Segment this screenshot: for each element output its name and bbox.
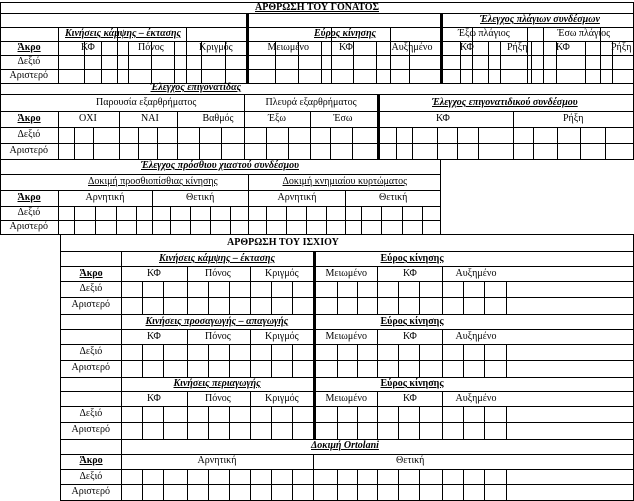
grid-line [463, 281, 464, 315]
grid-line [199, 127, 200, 160]
knee-range-header: Εύρος κίνησης [314, 28, 377, 39]
grid-line [208, 344, 209, 378]
thick-separator [313, 376, 316, 440]
grid-line [531, 41, 532, 84]
hip-range-header: Εύρος κίνησης [380, 378, 444, 389]
grid-line [585, 41, 586, 84]
grid-line [288, 127, 289, 160]
patella-col-header: Βαθμός [202, 113, 234, 124]
acl-limb-label: Άκρο [17, 192, 41, 203]
acl-drawer-header: Δοκιμή προσθιοπίσθιας κίνησης [88, 176, 218, 187]
ortolani-col-header: Θετική [396, 455, 425, 466]
grid-line [60, 454, 634, 455]
patella-col-header: ΝΑΙ [141, 113, 159, 124]
grid-line [0, 83, 1, 160]
grid-line [157, 127, 158, 160]
knee-bottom-border [0, 83, 634, 84]
grid-line [357, 469, 358, 501]
acl-col-header: Θετική [186, 192, 215, 203]
grid-line [229, 281, 230, 315]
knee-col-header: ΚΦ [556, 42, 570, 53]
grid-line [357, 281, 358, 315]
grid-line [463, 406, 464, 440]
grid-line [0, 174, 441, 175]
grid-line [210, 206, 211, 235]
hip-col-header: Κριγμός [265, 268, 299, 279]
grid-line [163, 281, 164, 315]
knee-row-right: Δεξιό [17, 56, 41, 67]
grid-line [442, 329, 443, 378]
grid-line [229, 469, 230, 501]
grid-line [0, 143, 634, 144]
grid-line [506, 406, 507, 440]
grid-line [60, 344, 634, 345]
grid-line [398, 406, 399, 440]
grid-line [0, 111, 634, 112]
grid-line [286, 206, 287, 235]
grid-line [0, 159, 634, 160]
patella-presence-header: Παρουσία εξαρθρήματος [96, 97, 197, 108]
grid-line [58, 111, 59, 160]
grid-line [208, 469, 209, 501]
grid-line [74, 206, 75, 235]
grid-line [128, 41, 129, 84]
grid-line [271, 344, 272, 378]
hip-col-header: ΚΦ [403, 393, 417, 404]
grid-line [163, 469, 164, 501]
patella-col-header: ΚΦ [436, 113, 450, 124]
grid-line [442, 469, 443, 501]
hip-col-header: Αυξημένο [455, 331, 497, 342]
grid-line [484, 469, 485, 501]
grid-line [381, 206, 382, 235]
acl-col-header: Αρνητική [85, 192, 125, 203]
hip-col-header: Αυξημένο [455, 268, 497, 279]
grid-line [60, 377, 634, 378]
hip-row-left: Αριστερό [71, 362, 111, 373]
grid-line [306, 206, 307, 235]
grid-line [419, 281, 420, 315]
knee-col-header: Μειωμένο [267, 42, 309, 53]
grid-line [321, 41, 322, 84]
patella-row-left: Αριστερό [9, 145, 49, 156]
hip-section-header: Κινήσεις κάμψης – έκτασης [159, 253, 275, 264]
hip-col-header: ΚΦ [147, 268, 161, 279]
grid-line [0, 159, 1, 235]
acl-rotation-header: Δοκιμή κνημιαίου κυρτώματος [282, 176, 408, 187]
grid-line [337, 406, 338, 440]
acl-title: Έλεγχος πρόσθιου χιαστού συνδέσμου [141, 160, 299, 171]
thick-separator [377, 94, 380, 160]
thick-separator [313, 314, 316, 378]
grid-line [186, 27, 187, 84]
grid-line [463, 469, 464, 501]
grid-line [313, 454, 314, 501]
grid-line [250, 266, 251, 315]
ortolani-title: Δοκιμή Ortolani [311, 440, 379, 451]
knee-lateral-outer: Έξω πλάγιος [458, 28, 510, 39]
grid-line [330, 127, 331, 160]
grid-line [271, 406, 272, 440]
grid-line [60, 469, 634, 470]
grid-line [377, 469, 378, 501]
acl-row-right: Δεξιό [17, 207, 41, 218]
grid-line [402, 206, 403, 235]
grid-line [229, 344, 230, 378]
grid-line [142, 344, 143, 378]
grid-line [398, 344, 399, 378]
grid-line [116, 206, 117, 235]
ortolani-limb-label: Άκρο [79, 455, 103, 466]
hip-col-header: Μειωμένο [325, 268, 367, 279]
grid-line [74, 127, 75, 160]
grid-line [0, 2, 1, 84]
hip-row-right: Δεξιό [79, 408, 103, 419]
grid-line [527, 27, 528, 84]
patella-test-header: Έλεγχος επιγονατιδικού συνδέσμου [432, 97, 578, 108]
grid-line [533, 127, 534, 160]
grid-line [187, 469, 188, 501]
patella-col-header: Έξω [268, 113, 286, 124]
grid-line [292, 344, 293, 378]
grid-line [0, 127, 634, 128]
thick-separator [246, 13, 249, 84]
acl-col-header: Θετική [379, 192, 408, 203]
grid-line [271, 281, 272, 315]
acl-col-header: Αρνητική [277, 192, 317, 203]
grid-line [95, 206, 96, 235]
grid-line [377, 391, 378, 440]
grid-line [337, 281, 338, 315]
grid-line [271, 469, 272, 501]
grid-line [93, 127, 94, 160]
grid-line [163, 344, 164, 378]
hip-col-header: Πόνος [205, 331, 231, 342]
grid-line [488, 41, 489, 84]
knee-flexion-header: Κινήσεις κάμψης – έκτασης [65, 28, 181, 39]
grid-line [266, 206, 267, 235]
grid-line [337, 344, 338, 378]
grid-line [419, 344, 420, 378]
hip-section-header: Κινήσεις προσαγωγής – απαγωγής [145, 316, 289, 327]
grid-line [60, 297, 634, 298]
grid-line [136, 206, 137, 235]
grid-line [60, 314, 634, 315]
grid-line [250, 391, 251, 440]
grid-line [60, 266, 634, 267]
grid-line [437, 127, 438, 160]
grid-line [337, 469, 338, 501]
hip-col-header: Κριγμός [265, 331, 299, 342]
knee-col-header: Αυξημένο [391, 42, 433, 53]
knee-col-header: Πόνος [138, 42, 164, 53]
patella-limb-label: Άκρο [17, 113, 41, 124]
grid-line [60, 281, 634, 282]
grid-line [484, 406, 485, 440]
thick-separator [440, 13, 443, 84]
grid-line [442, 266, 443, 315]
grid-line [142, 406, 143, 440]
grid-line [419, 406, 420, 440]
grid-line [345, 190, 346, 235]
grid-line [244, 94, 245, 160]
thick-separator [313, 251, 316, 315]
knee-limb-label: Άκρο [17, 42, 41, 53]
hip-col-header: Κριγμός [265, 393, 299, 404]
grid-line [557, 127, 558, 160]
grid-line [60, 406, 634, 407]
grid-line [484, 344, 485, 378]
grid-line [605, 127, 606, 160]
grid-line [580, 127, 581, 160]
grid-line [377, 266, 378, 315]
grid-line [0, 220, 441, 221]
grid-line [58, 190, 59, 235]
hip-col-header: Αυξημένο [455, 393, 497, 404]
grid-line [0, 41, 634, 42]
grid-line [60, 360, 634, 361]
grid-line [187, 391, 188, 440]
grid-line [506, 469, 507, 501]
grid-line [101, 41, 102, 84]
grid-line [396, 127, 397, 160]
grid-line [121, 376, 122, 440]
hip-section-header: Κινήσεις περιαγωγής [173, 378, 261, 389]
patella-title: Έλεγχος επιγονατίδας [150, 82, 242, 93]
ortolani-row-right: Δεξιό [79, 471, 103, 482]
hip-title: ΑΡΘΡΩΣΗ ΤΟΥ ΙΣΧΙΟΥ [227, 237, 339, 248]
hip-top-border [60, 234, 634, 235]
grid-line [163, 406, 164, 440]
grid-line [357, 406, 358, 440]
grid-line [190, 206, 191, 235]
grid-line [440, 159, 441, 235]
hip-col-header: Μειωμένο [325, 393, 367, 404]
grid-line [250, 329, 251, 378]
grid-line [484, 281, 485, 315]
knee-col-header: ΚΦ [460, 42, 474, 53]
grid-line [292, 281, 293, 315]
grid-line [419, 469, 420, 501]
grid-line [422, 206, 423, 235]
grid-line [310, 111, 311, 160]
grid-line [250, 469, 251, 501]
grid-line [60, 484, 634, 485]
knee-col-header: Ρήξη [611, 42, 632, 53]
grid-line [248, 174, 249, 235]
grid-line [398, 469, 399, 501]
hip-col-header: ΚΦ [147, 393, 161, 404]
hip-col-header: ΚΦ [147, 331, 161, 342]
patella-row-right: Δεξιό [17, 129, 41, 140]
grid-line [58, 27, 59, 84]
grid-line [478, 127, 479, 160]
grid-line [152, 190, 153, 235]
grid-line [352, 127, 353, 160]
ortolani-col-header: Αρνητική [197, 455, 237, 466]
hip-row-right: Δεξιό [79, 346, 103, 357]
grid-line [60, 391, 634, 392]
hip-limb-label: Άκρο [79, 268, 103, 279]
hip-range-header: Εύρος κίνησης [380, 253, 444, 264]
grid-line [0, 206, 441, 207]
grid-line [513, 111, 514, 160]
hip-col-header: ΚΦ [403, 331, 417, 342]
grid-line [357, 344, 358, 378]
knee-col-header: ΚΦ [81, 42, 95, 53]
grid-line [390, 27, 391, 84]
hip-range-header: Εύρος κίνησης [380, 316, 444, 327]
grid-line [121, 251, 122, 315]
grid-line [208, 281, 209, 315]
hip-col-header: Πόνος [205, 268, 231, 279]
grid-line [412, 127, 413, 160]
grid-line [208, 406, 209, 440]
patella-side-header: Πλευρά εξαρθρήματος [265, 97, 357, 108]
grid-line [230, 206, 231, 235]
grid-line [177, 111, 178, 160]
grid-line [442, 391, 443, 440]
grid-line [229, 406, 230, 440]
hip-row-left: Αριστερό [71, 424, 111, 435]
grid-line [60, 251, 634, 252]
grid-line [463, 344, 464, 378]
grid-line [0, 69, 634, 70]
grid-line [142, 281, 143, 315]
grid-line [398, 281, 399, 315]
grid-line [187, 329, 188, 378]
grid-line [376, 41, 377, 84]
hip-row-left: Αριστερό [71, 299, 111, 310]
grid-line [119, 111, 120, 160]
grid-line [457, 127, 458, 160]
grid-line [60, 422, 634, 423]
grid-line [292, 406, 293, 440]
grid-line [326, 206, 327, 235]
grid-line [121, 314, 122, 378]
knee-col-header: ΚΦ [339, 42, 353, 53]
hip-col-header: Μειωμένο [325, 331, 367, 342]
grid-line [142, 469, 143, 501]
grid-line [60, 329, 634, 330]
grid-line [377, 329, 378, 378]
grid-line [174, 41, 175, 84]
grid-line [292, 469, 293, 501]
grid-line [353, 41, 354, 84]
grid-line [506, 281, 507, 315]
grid-line [266, 127, 267, 160]
hip-col-header: Πόνος [205, 393, 231, 404]
grid-line [0, 55, 634, 56]
patella-col-header: ΟΧΙ [79, 113, 97, 124]
grid-line [543, 27, 544, 84]
grid-line [138, 127, 139, 160]
knee-row-left: Αριστερό [9, 70, 49, 81]
grid-line [221, 127, 222, 160]
patella-col-header: Έσω [333, 113, 353, 124]
grid-line [170, 206, 171, 235]
hip-col-header: ΚΦ [403, 268, 417, 279]
grid-line [121, 439, 122, 501]
knee-lateral-inner: Έσω πλάγιος [557, 28, 611, 39]
knee-title: ΑΡΘΡΩΣΗ ΤΟΥ ΓΟΝΑΤΟΣ [255, 2, 380, 13]
hip-row-right: Δεξιό [79, 283, 103, 294]
ortolani-row-left: Αριστερό [71, 486, 111, 497]
knee-col-header: Ρήξη [507, 42, 528, 53]
grid-line [60, 234, 61, 501]
knee-lateral-header: Έλεγχος πλάγιων συνδέσμων [480, 14, 600, 25]
grid-line [361, 206, 362, 235]
patella-col-header: Ρήξη [563, 113, 584, 124]
grid-line [500, 41, 501, 84]
knee-col-header: Κριγμός [199, 42, 233, 53]
grid-line [0, 190, 441, 191]
grid-line [0, 94, 634, 95]
grid-line [506, 344, 507, 378]
acl-row-left: Αριστερό [9, 221, 49, 232]
grid-line [187, 266, 188, 315]
